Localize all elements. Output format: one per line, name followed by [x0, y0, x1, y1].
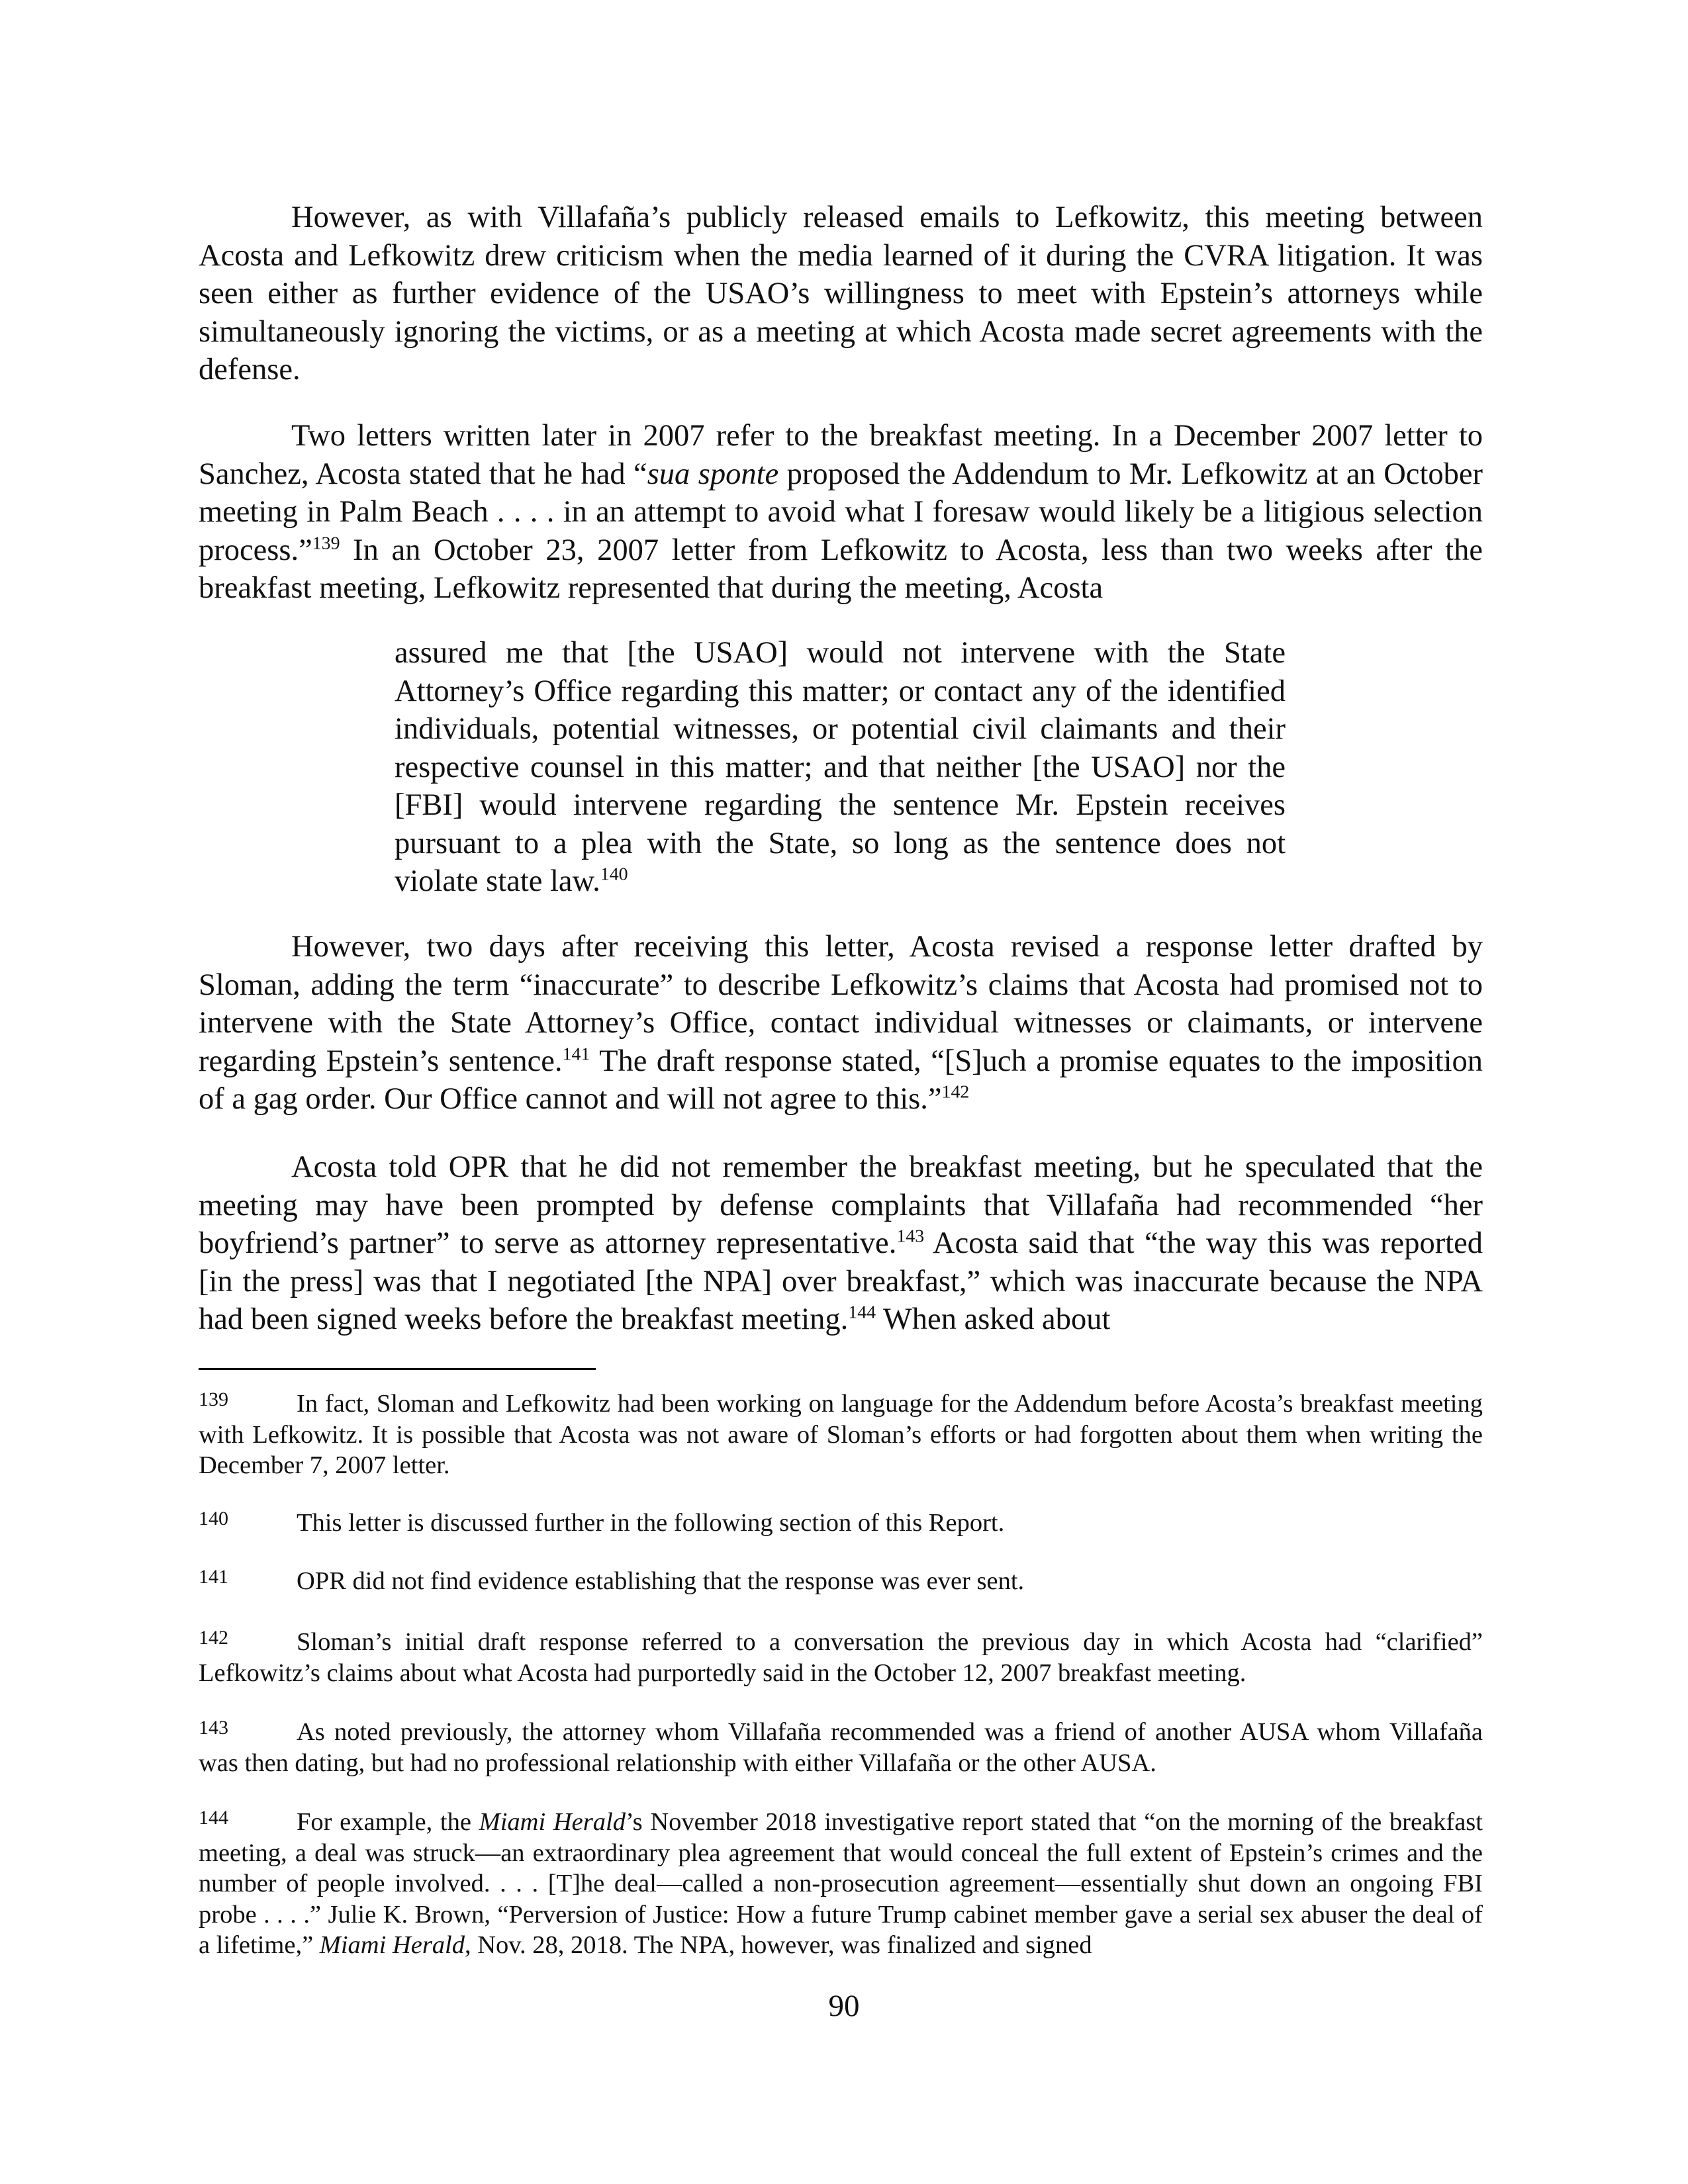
footnote-text: Sloman’s initial draft response referred to a conversation the previous day in which Acosta had “clarified” Lefkowitz’s claims about what Acosta had purportedly said in the October 12, 2007 breakfast meeting. — [199, 1628, 1483, 1687]
footnote-144-text-b: ’s November 2018 investigative report stated that “on the morning of the breakfast meeting, a deal was struck—an extraordinary plea agreement that would conceal the full extent of Epstein’s crimes and the number of people involved. . . . [T]he deal—called a non-prosecution agreement—essentially shut down an ongoing FBI probe . . . .” Julie K. Brown, “Perversion of Justice: How a future Trump cabinet member gave a serial sex abuser the deal of a lifetime,” — [199, 1808, 1483, 1959]
body-paragraph-3 — [199, 928, 1483, 1118]
footnote-ref-139[interactable]: 139 — [312, 533, 340, 553]
footnote-separator — [199, 1368, 596, 1370]
paragraph-1-text: However, as with Villafaña’s publicly released emails to Lefkowitz, this meeting between Acosta and Lefkowitz drew criticism when the media learned of it during the CVRA litigation. It was seen either as further evidence of the USAO’s willingness to meet with Epstein’s attorneys while simultaneously ignoring the victims, or as a meeting at which Acosta made secret agreements with the defense. — [199, 201, 1483, 387]
footnote-144 — [199, 1807, 1483, 1961]
footnote-number: 144 — [199, 1807, 228, 1829]
footnote-text: In fact, Sloman and Lefkowitz had been working on language for the Addendum before Acosta’s breakfast meeting with Lefkowitz. It is possible that Acosta was not aware of Sloman’s efforts or had forgotten about them when writing the December 7, 2007 letter. — [199, 1390, 1483, 1479]
footnote-number: 139 — [199, 1388, 228, 1410]
footnote-143 — [199, 1717, 1483, 1778]
paragraph-2-text-b: proposed the Addendum to Mr. Lefkowitz at an October meeting in Palm Beach . . . . in an attempt to avoid what I foresaw would likely be a litigious selection process.” — [199, 457, 1483, 567]
paragraph-3-text-b: The draft response stated, “[S]uch a promise equates to the imposition of a gag order. Our Office cannot and will not agree to this.” — [199, 1044, 1483, 1116]
body-paragraph-4 — [199, 1148, 1483, 1339]
paragraph-4-text-a: Acosta told OPR that he did not remember the breakfast meeting, but he speculated that the meeting may have been prompted by defense complaints that Villafaña had recommended “her boyfriend’s partner” to serve as attorney representative. — [199, 1150, 1483, 1260]
footnote-number: 142 — [199, 1627, 228, 1649]
block-quote-text: assured me that [the USAO] would not intervene with the State Attorney’s Office regarding this matter; or contact any of the identified individuals, potential witnesses, or potential civil claimants and their respective counsel in this matter; and that neither [the USAO] nor the [FBI] would intervene regarding the sentence Mr. Epstein receives pursuant to a plea with the State, so long as the sentence does not violate state law. — [395, 636, 1286, 898]
footnote-139 — [199, 1388, 1483, 1481]
footnote-text — [199, 1807, 1483, 1961]
footnote-number: 141 — [199, 1566, 228, 1588]
footnote-number: 143 — [199, 1717, 228, 1739]
footnote-144-text-a: For example, the — [297, 1808, 479, 1836]
footnote-ref-142[interactable]: 142 — [941, 1081, 970, 1103]
paragraph-4-text-b: Acosta said that “the way this was reported [in the press] was that I negotiated [the NPA] over breakfast,” which was inaccurate because the NPA had been signed weeks before the breakfast meeting. — [199, 1226, 1483, 1336]
publication-title: Miami Herald — [319, 1931, 465, 1959]
footnote-ref-143[interactable]: 143 — [896, 1226, 925, 1247]
body-paragraph-2 — [199, 417, 1483, 608]
page-number: 90 — [828, 1989, 860, 2023]
footnote-ref-140[interactable]: 140 — [600, 864, 628, 885]
footnote-142 — [199, 1627, 1483, 1688]
publication-title: Miami Herald — [479, 1808, 626, 1836]
footnote-text: As noted previously, the attorney whom Villafaña recommended was a friend of another AUSA whom Villafaña was then dating, but had no professional relationship with either Villafaña or the other AUSA. — [199, 1718, 1483, 1777]
paragraph-3-text-a: However, two days after receiving this letter, Acosta revised a response letter drafted by Sloman, adding the term “inaccurate” to describe Lefkowitz’s claims that Acosta had promised not to intervene with the State Attorney’s Office, contact individual witnesses or claimants, or intervene regarding Epstein’s sentence. — [199, 930, 1483, 1078]
footnote-144-text-c: , Nov. 28, 2018. The NPA, however, was finalized and signed — [465, 1931, 1092, 1959]
footnote-141 — [199, 1566, 1483, 1597]
footnote-140 — [199, 1508, 1483, 1539]
footnote-number: 140 — [199, 1508, 228, 1529]
paragraph-2-italic-term: sua sponte — [647, 457, 779, 491]
footnote-ref-144[interactable]: 144 — [848, 1302, 876, 1323]
footnote-text: This letter is discussed further in the following section of this Report. — [297, 1509, 1005, 1537]
body-paragraph-1 — [199, 199, 1483, 389]
block-quote — [395, 634, 1286, 901]
footnote-ref-141[interactable]: 141 — [562, 1044, 590, 1064]
paragraph-4-text-c: When asked about — [876, 1302, 1111, 1336]
paragraph-2-text-a: Two letters written later in 2007 refer to the breakfast meeting. In a December 2007 letter to Sanchez, Acosta stated that he had “ — [199, 419, 1483, 491]
paragraph-2-text-c: In an October 23, 2007 letter from Lefkowitz to Acosta, less than two weeks after the breakfast meeting, Lefkowitz represented that during the meeting, Acosta — [199, 533, 1483, 605]
footnote-text: OPR did not find evidence establishing that the response was ever sent. — [297, 1567, 1025, 1595]
